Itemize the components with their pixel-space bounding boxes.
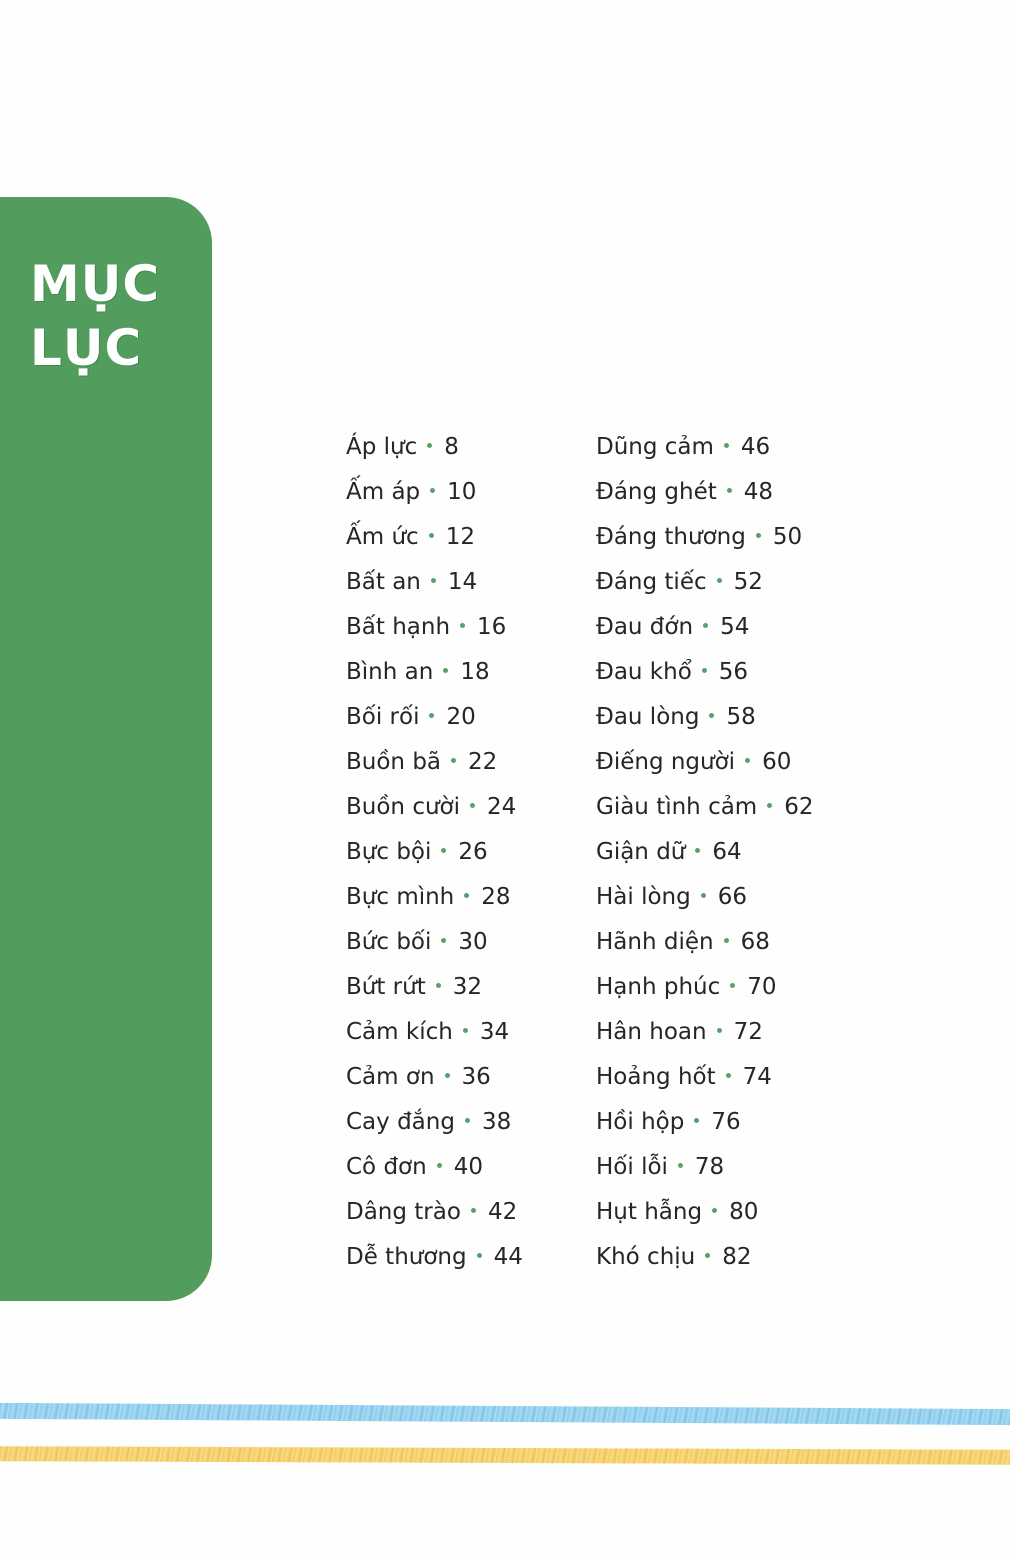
toc-entry-title: Hãnh diện (596, 929, 714, 955)
bullet-dot-icon (463, 1028, 468, 1033)
toc-entry (596, 470, 814, 515)
toc-entry (596, 605, 814, 650)
toc-entry-title: Hoảng hốt (596, 1064, 716, 1090)
toc-entry-title: Bất hạnh (346, 614, 451, 640)
blue-crayon-stripe (0, 1403, 1010, 1425)
toc-column-right (596, 425, 814, 1280)
toc-entry-page: 66 (717, 884, 748, 910)
toc-entry-page: 48 (743, 479, 774, 505)
toc-entry-title: Dũng cảm (596, 434, 714, 460)
toc-entry-page: 72 (733, 1019, 763, 1045)
toc-entry-title: Đau khổ (596, 659, 692, 685)
bullet-dot-icon (451, 758, 456, 763)
bullet-dot-icon (427, 443, 432, 448)
toc-entry-page: 16 (477, 614, 507, 640)
toc-entry-page: 70 (747, 974, 777, 1000)
toc-entry (346, 1190, 523, 1235)
toc-entry (596, 1010, 814, 1055)
toc-entry (596, 785, 814, 830)
toc-entry-title: Bức bối (346, 929, 432, 955)
toc-entry (346, 605, 523, 650)
bullet-dot-icon (460, 623, 465, 628)
toc-entry-page: 24 (487, 794, 517, 820)
toc-entry-page: 28 (481, 884, 511, 910)
toc-entry-title: Bình an (346, 659, 434, 685)
toc-entry (346, 920, 523, 965)
toc-entry-title: Cô đơn (346, 1154, 427, 1180)
bullet-dot-icon (717, 1028, 722, 1033)
toc-entry-title: Khó chịu (596, 1244, 696, 1270)
bullet-dot-icon (436, 983, 441, 988)
toc-entry (346, 695, 523, 740)
bullet-dot-icon (724, 443, 729, 448)
toc-entry-title: Cảm ơn (346, 1064, 435, 1090)
toc-entry-page: 74 (742, 1064, 772, 1090)
toc-entry-title: Giận dữ (596, 839, 686, 865)
toc-entry-page: 54 (720, 614, 750, 640)
toc-entry (596, 560, 814, 605)
toc-entry (346, 515, 523, 560)
toc-entry-title: Bực mình (346, 884, 455, 910)
toc-entry (596, 875, 814, 920)
toc-entry-page: 38 (481, 1109, 512, 1135)
toc-entry-title: Hồi hộp (596, 1109, 685, 1135)
bullet-dot-icon (745, 758, 750, 763)
toc-entry-page: 52 (733, 569, 763, 595)
toc-entry (596, 515, 814, 560)
toc-entry-page: 62 (784, 794, 814, 820)
toc-entry-page: 14 (447, 569, 478, 595)
toc-entry (596, 695, 814, 740)
toc-entry-page: 42 (487, 1199, 518, 1225)
toc-entry-page: 68 (740, 929, 770, 955)
toc-entry (596, 965, 814, 1010)
toc-entry (346, 875, 523, 920)
bullet-dot-icon (678, 1163, 683, 1168)
toc-entry (346, 560, 523, 605)
toc-entry-title: Đáng ghét (596, 479, 717, 505)
toc-entry-page: 60 (762, 749, 792, 775)
toc-entry-page: 12 (445, 524, 475, 550)
toc-entry-page: 46 (740, 434, 771, 460)
yellow-crayon-stripe (0, 1446, 1010, 1465)
toc-entry-title: Đau lòng (596, 704, 700, 730)
toc-entry (346, 830, 523, 875)
toc-entry-page: 40 (453, 1154, 483, 1180)
toc-entry-page: 36 (461, 1064, 491, 1090)
bullet-dot-icon (429, 713, 434, 718)
bullet-dot-icon (437, 1163, 442, 1168)
bullet-dot-icon (694, 1118, 699, 1123)
page-title (30, 252, 160, 380)
bullet-dot-icon (709, 713, 714, 718)
toc-entry-title: Bực bội (346, 839, 432, 865)
toc-entry-page: 32 (452, 974, 483, 1000)
toc-entry-title: Đáng tiếc (596, 569, 707, 595)
toc-entry-page: 26 (458, 839, 488, 865)
bullet-dot-icon (705, 1253, 710, 1258)
title-line-2: LỤC (30, 319, 143, 377)
toc-entry-title: Hụt hẫng (596, 1199, 703, 1225)
toc-entry (346, 425, 523, 470)
toc-entry-page: 76 (711, 1109, 741, 1135)
toc-entry-title: Cay đắng (346, 1109, 455, 1135)
toc-entry-page: 58 (726, 704, 756, 730)
bullet-dot-icon (717, 578, 722, 583)
bullet-dot-icon (443, 668, 448, 673)
bullet-dot-icon (724, 938, 729, 943)
toc-entry (596, 1235, 814, 1280)
toc-entry-page: 8 (444, 434, 459, 460)
bullet-dot-icon (471, 1208, 476, 1213)
bullet-dot-icon (730, 983, 735, 988)
toc-entry (346, 1235, 523, 1280)
toc-entry (346, 1010, 523, 1055)
toc-entry-title: Ấm áp (346, 479, 421, 505)
toc-entry (596, 920, 814, 965)
toc-column-left (346, 425, 523, 1280)
bullet-dot-icon (445, 1073, 450, 1078)
toc-entry-title: Cảm kích (346, 1019, 453, 1045)
toc-entry-page: 10 (447, 479, 477, 505)
toc-entry-title: Hạnh phúc (596, 974, 721, 1000)
bullet-dot-icon (727, 488, 732, 493)
bullet-dot-icon (767, 803, 772, 808)
toc-entry-title: Bối rối (346, 704, 420, 730)
toc-entry (596, 425, 814, 470)
toc-entry-page: 50 (772, 524, 803, 550)
bullet-dot-icon (703, 623, 708, 628)
toc-entry-title: Hài lòng (596, 884, 691, 910)
toc-entry-title: Đáng thương (596, 524, 746, 550)
bullet-dot-icon (430, 488, 435, 493)
toc-entry-title: Giàu tình cảm (596, 794, 758, 820)
bullet-dot-icon (431, 578, 436, 583)
bullet-dot-icon (470, 803, 475, 808)
toc-entry-page: 18 (460, 659, 490, 685)
toc-entry (346, 785, 523, 830)
toc-entry-title: Hân hoan (596, 1019, 707, 1045)
toc-entry-page: 56 (718, 659, 749, 685)
bullet-dot-icon (464, 893, 469, 898)
toc-entry-page: 22 (468, 749, 498, 775)
toc-entry (346, 740, 523, 785)
toc-entry (596, 830, 814, 875)
toc-entry-title: Bứt rứt (346, 974, 426, 1000)
bullet-dot-icon (701, 893, 706, 898)
bullet-dot-icon (712, 1208, 717, 1213)
toc-entry-page: 20 (446, 704, 476, 730)
toc-entry (596, 740, 814, 785)
toc-entry (346, 1145, 523, 1190)
toc-entry-page: 30 (458, 929, 488, 955)
toc-entry (346, 650, 523, 695)
toc-entry (346, 1055, 523, 1100)
toc-entry-title: Điếng người (596, 749, 736, 775)
bullet-dot-icon (429, 533, 434, 538)
toc-entry-title: Buồn cười (346, 794, 461, 820)
bullet-dot-icon (702, 668, 707, 673)
toc-entry-page: 64 (712, 839, 742, 865)
toc-entry-title: Dễ thương (346, 1244, 467, 1270)
bullet-dot-icon (465, 1118, 470, 1123)
toc-entry (596, 1100, 814, 1145)
toc-entry-page: 78 (694, 1154, 725, 1180)
toc-entry-page: 34 (479, 1019, 510, 1045)
toc-entry-page: 80 (729, 1199, 759, 1225)
bullet-dot-icon (441, 938, 446, 943)
toc-entry-page: 82 (722, 1244, 752, 1270)
bullet-dot-icon (695, 848, 700, 853)
toc-entry-title: Ấm ức (346, 524, 419, 550)
bullet-dot-icon (756, 533, 761, 538)
toc-entry-title: Hối lỗi (596, 1154, 668, 1180)
toc-entry-title: Dâng trào (346, 1199, 461, 1225)
toc-entry (346, 1100, 523, 1145)
toc-entry (596, 1055, 814, 1100)
toc-entry (596, 650, 814, 695)
toc-entry-title: Bất an (346, 569, 421, 595)
toc-entry-page: 44 (493, 1244, 523, 1270)
toc-entry (596, 1190, 814, 1235)
toc-entry-title: Áp lực (346, 434, 418, 460)
toc-entry-title: Đau đớn (596, 614, 694, 640)
bullet-dot-icon (477, 1253, 482, 1258)
title-line-1: MỤC (30, 255, 161, 313)
bullet-dot-icon (726, 1073, 731, 1078)
bullet-dot-icon (441, 848, 446, 853)
toc-entry (346, 470, 523, 515)
toc-entry (346, 965, 523, 1010)
toc-entry (596, 1145, 814, 1190)
toc-entry-title: Buồn bã (346, 749, 442, 775)
